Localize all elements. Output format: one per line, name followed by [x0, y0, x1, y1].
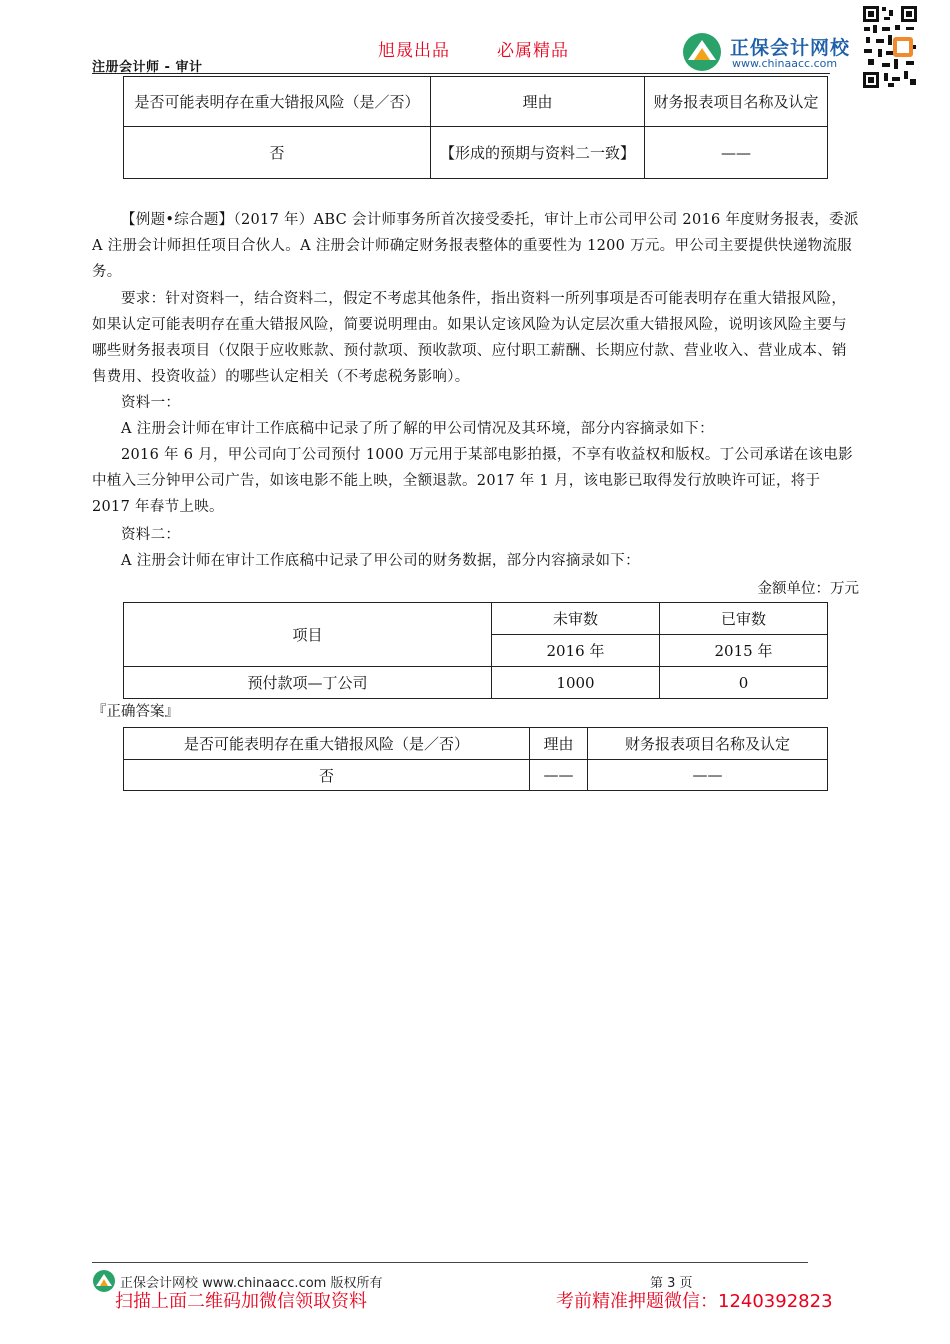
material-two-intro: A 注册会计师在审计工作底稿中记录了甲公司的财务数据，部分内容摘录如下：	[121, 553, 640, 569]
question-requirement: 要求：针对资料一，结合资料二，假定不考虑其他条件，指出资料一所列事项是否可能表明存在重大错报风险，如果认定可能表明存在重大错报风险，简要说明理由。如果认定该风险为认定层次重大错报风险，说明该风险主要与哪些财务报表项目（仅限于应收账款、预付款项、预收款项、应付职工薪酬、长期应付款、营业收入、营业成本、销售费用、投资收益）的哪些认定相关（不考虑税务影响）。	[92, 291, 847, 385]
footer-divider	[92, 1262, 808, 1263]
unaudited-value: 1000	[492, 667, 660, 699]
audited-column-header: 已审数	[660, 603, 828, 635]
reason-cell: 【形成的预期与资料二一致】	[431, 127, 645, 179]
answer-assertion-cell: ——	[588, 760, 828, 791]
financial-data-table	[123, 602, 828, 699]
answer-reason-header: 理由	[530, 728, 588, 760]
promo-right: 必属精品	[497, 41, 569, 61]
answer-assertion-header: 财务报表项目名称及认定	[588, 728, 828, 760]
risk-cell: 否	[124, 127, 431, 179]
assertion-cell: ——	[645, 127, 828, 179]
risk-table-top	[123, 76, 828, 179]
reason-column-header: 理由	[431, 77, 645, 127]
brand-logo-url: www.chinaacc.com	[732, 57, 838, 70]
audited-value: 0	[660, 667, 828, 699]
risk-column-header: 是否可能表明存在重大错报风险（是／否）	[124, 77, 431, 127]
amount-unit: 金额单位：万元	[757, 581, 859, 597]
assertion-column-header: 财务报表项目名称及认定	[645, 77, 828, 127]
unaudited-column-header: 未审数	[492, 603, 660, 635]
page-number: 第 3 页	[650, 1276, 693, 1291]
question-intro: 【例题•综合题】（2017 年）ABC 会计师事务所首次接受委托，审计上市公司甲公司 2016 年度财务报表，委派 A 注册会计师担任项目合伙人。A 注册会计师确定财务报表整体的重要性为 1200 万元。甲公司主要提供快递物流服务。	[92, 212, 859, 280]
promo-left: 旭晟出品	[378, 41, 450, 61]
subject-title: 注册会计师 - 审计	[92, 60, 203, 75]
answer-reason-cell: ——	[530, 760, 588, 791]
answer-label: 『正确答案』	[92, 704, 179, 720]
footer-promo-left: 扫描上面二维码加微信领取资料	[115, 1291, 367, 1312]
unaudited-year: 2016 年	[492, 635, 660, 667]
brand-logo-icon	[680, 32, 726, 72]
answer-risk-cell: 否	[124, 760, 530, 791]
material-one-detail: 2016 年 6 月，甲公司向丁公司预付 1000 万元用于某部电影拍摄，不享有收益权和版权。丁公司承诺在该电影中植入三分钟甲公司广告，如该电影不能上映，全额退款。2017 年 1 月，该电影已取得发行放映许可证，将于 2017 年春节上映。	[92, 447, 853, 515]
footer-copyright: 正保会计网校 www.chinaacc.com 版权所有	[120, 1276, 383, 1291]
material-one-heading: 资料一：	[121, 395, 181, 411]
brand-logo-title: 正保会计网校	[730, 37, 851, 59]
answer-table	[123, 727, 828, 791]
material-one-intro: A 注册会计师在审计工作底稿中记录了所了解的甲公司情况及其环境，部分内容摘录如下：	[121, 421, 714, 437]
item-cell: 预付款项—丁公司	[124, 667, 492, 699]
material-two-heading: 资料二：	[121, 527, 181, 543]
answer-risk-header: 是否可能表明存在重大错报风险（是／否）	[124, 728, 530, 760]
header-divider	[92, 73, 830, 74]
footer-logo-icon	[92, 1269, 116, 1293]
qr-code-icon	[862, 5, 918, 89]
item-column-header: 项目	[124, 603, 492, 667]
footer-promo-right: 考前精准押题微信：1240392823	[556, 1291, 833, 1312]
audited-year: 2015 年	[660, 635, 828, 667]
table-row	[124, 667, 828, 699]
